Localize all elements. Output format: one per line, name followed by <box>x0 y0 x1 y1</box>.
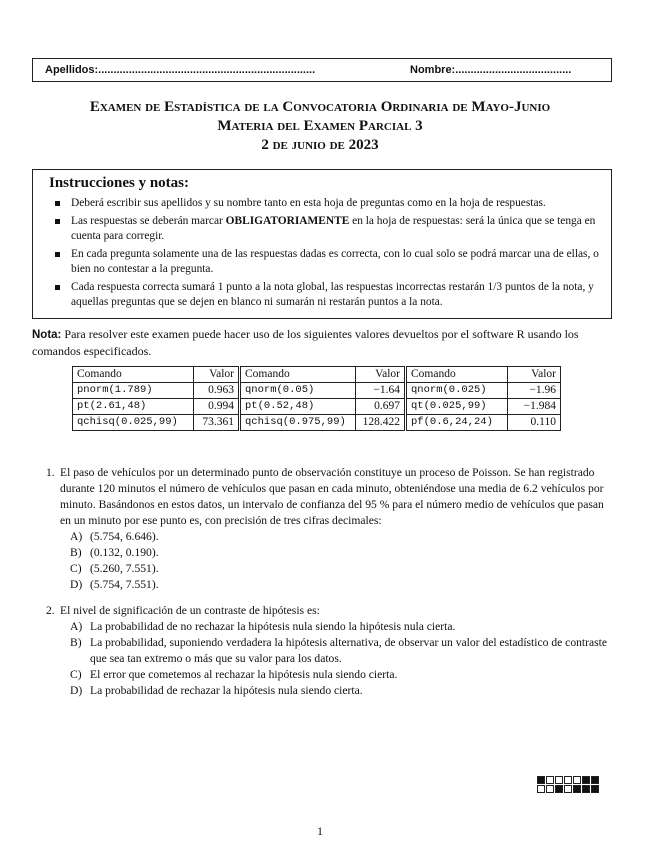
note-label: Nota: <box>32 329 62 341</box>
empty-square-icon <box>564 776 572 784</box>
table-row <box>73 383 561 399</box>
exam-date: 2 de junio de 2023 <box>261 137 379 153</box>
table-cell: pt(0.52,48) <box>240 399 356 415</box>
table-cell: pt(2.61,48) <box>73 399 194 415</box>
question-text: El paso de vehículos por un determinado punto de observación constituye un proceso de Poisson. Se han registrado durante 120 minutos el número de vehículos que pasan en cada minuto, obteniéndose una media de 6.2 vehículos por minuto. Basándonos en estos datos, un intervalo de confianza del 95 % para el número medio de vehículos que pasan en un minuto por ese punto es, con precisión de tres cifras decimales: <box>60 466 604 527</box>
question-2 <box>32 603 612 699</box>
empty-square-icon <box>555 776 563 784</box>
empty-square-icon <box>564 785 572 793</box>
instructions-box <box>32 169 612 319</box>
question-number: 2. <box>46 604 55 617</box>
empty-square-icon <box>537 785 545 793</box>
r-values-table <box>72 366 561 431</box>
option-label: D) <box>70 578 83 591</box>
question-1 <box>32 465 612 593</box>
exam-title: Examen de Estadística de la Convocatoria Ordinaria de Mayo-Junio <box>89 99 551 115</box>
emphasis-text: OBLIGATORIAMENTE <box>225 215 350 227</box>
note-text: Para resolver este examen puede hacer uso de los siguientes valores devueltos por el software R usando los comandos especificados. <box>32 327 579 358</box>
answer-option-a <box>60 529 612 545</box>
empty-square-icon <box>573 776 581 784</box>
option-label: C) <box>70 668 82 681</box>
option-label: D) <box>70 684 83 697</box>
bullet-icon <box>55 252 60 257</box>
note-paragraph <box>32 326 612 359</box>
answer-option-d <box>60 683 612 699</box>
page-number: 1 <box>317 824 323 838</box>
table-cell: −1.96 <box>508 383 561 399</box>
table-cell: 0.697 <box>356 399 406 415</box>
exam-code-marks <box>537 776 600 794</box>
table-header-cell: Comando <box>240 367 356 383</box>
table-cell: qnorm(0.025) <box>406 383 508 399</box>
bullet-icon <box>55 285 60 290</box>
question-number: 1. <box>46 466 55 479</box>
option-label: A) <box>70 620 83 633</box>
answer-option-b <box>60 635 612 667</box>
empty-square-icon <box>546 776 554 784</box>
instruction-item: Las respuestas se deberán marcar OBLIGATORIAMENTE en la hoja de respuestas: será la única que se tenga en cuenta para corregir. <box>49 214 606 244</box>
option-label: B) <box>70 636 82 649</box>
questions-section <box>32 465 612 709</box>
answer-option-b <box>60 545 612 561</box>
table-cell: qnorm(0.05) <box>240 383 356 399</box>
exam-subtitle: Materia del Examen Parcial 3 <box>217 118 423 134</box>
table-header-cell: Valor <box>508 367 561 383</box>
bullet-icon <box>55 201 60 206</box>
option-label: C) <box>70 562 82 575</box>
filled-square-icon <box>573 785 581 793</box>
table-header-cell: Comando <box>73 367 194 383</box>
option-text: La probabilidad, suponiendo verdadera la hipótesis alternativa, de observar un valor del estadístico de contraste que sea tan extremo o más que su valor para los datos. <box>90 636 608 665</box>
table-row <box>73 399 561 415</box>
table-header-cell: Valor <box>356 367 406 383</box>
filled-square-icon <box>537 776 545 784</box>
table-header-cell: Comando <box>406 367 508 383</box>
answer-option-c <box>60 561 612 577</box>
surname-field-label: Apellidos:....................................................................... <box>45 64 316 76</box>
answer-option-c <box>60 667 612 683</box>
empty-square-icon <box>546 785 554 793</box>
table-cell: −1.64 <box>356 383 406 399</box>
table-cell: 128.422 <box>356 415 406 431</box>
table-cell: −1.984 <box>508 399 561 415</box>
filled-square-icon <box>591 785 599 793</box>
table-cell: qchisq(0.975,99) <box>240 415 356 431</box>
option-text: (5.754, 6.646). <box>90 530 159 543</box>
answer-option-d <box>60 577 612 593</box>
table-header-cell: Valor <box>194 367 240 383</box>
option-label: A) <box>70 530 83 543</box>
filled-square-icon <box>555 785 563 793</box>
question-text: El nivel de significación de un contraste de hipótesis es: <box>60 604 320 617</box>
instruction-item: Cada respuesta correcta sumará 1 punto a la nota global, las respuestas incorrectas restarán 1/3 puntos de la nota, y aquellas preguntas que se dejen en blanco ni sumarán ni restarán puntos a la nota. <box>49 280 606 310</box>
table-cell: 0.994 <box>194 399 240 415</box>
option-text: El error que cometemos al rechazar la hipótesis nula siendo cierta. <box>90 668 398 681</box>
instruction-item: Deberá escribir sus apellidos y su nombre tanto en esta hoja de preguntas como en la hoja de respuestas. <box>49 196 606 211</box>
table-cell: qchisq(0.025,99) <box>73 415 194 431</box>
table-cell: pnorm(1.789) <box>73 383 194 399</box>
exam-title-block <box>0 98 640 155</box>
filled-square-icon <box>582 776 590 784</box>
option-label: B) <box>70 546 82 559</box>
table-cell: pf(0.6,24,24) <box>406 415 508 431</box>
code-mark-row <box>537 785 600 793</box>
instructions-heading: Instrucciones y notas: <box>49 175 190 191</box>
instruction-item: En cada pregunta solamente una de las respuestas dadas es correcta, con lo cual solo se podrá marcar una de ellas, o bien no contestar a la pregunta. <box>49 247 606 277</box>
table-cell: 0.110 <box>508 415 561 431</box>
option-text: La probabilidad de rechazar la hipótesis nula siendo cierta. <box>90 684 363 697</box>
filled-square-icon <box>591 776 599 784</box>
table-cell: 73.361 <box>194 415 240 431</box>
table-cell: qt(0.025,99) <box>406 399 508 415</box>
answer-option-a <box>60 619 612 635</box>
firstname-field-label: Nombre:...................................... <box>410 64 572 76</box>
option-text: (5.754, 7.551). <box>90 578 159 591</box>
bullet-icon <box>55 219 60 224</box>
table-row <box>73 415 561 431</box>
name-box <box>32 58 612 82</box>
filled-square-icon <box>582 785 590 793</box>
code-mark-row <box>537 776 600 784</box>
option-text: (0.132, 0.190). <box>90 546 159 559</box>
option-text: La probabilidad de no rechazar la hipótesis nula siendo la hipótesis nula cierta. <box>90 620 456 633</box>
option-text: (5.260, 7.551). <box>90 562 159 575</box>
table-header-row <box>73 367 561 383</box>
instructions-list <box>49 196 606 310</box>
table-cell: 0.963 <box>194 383 240 399</box>
